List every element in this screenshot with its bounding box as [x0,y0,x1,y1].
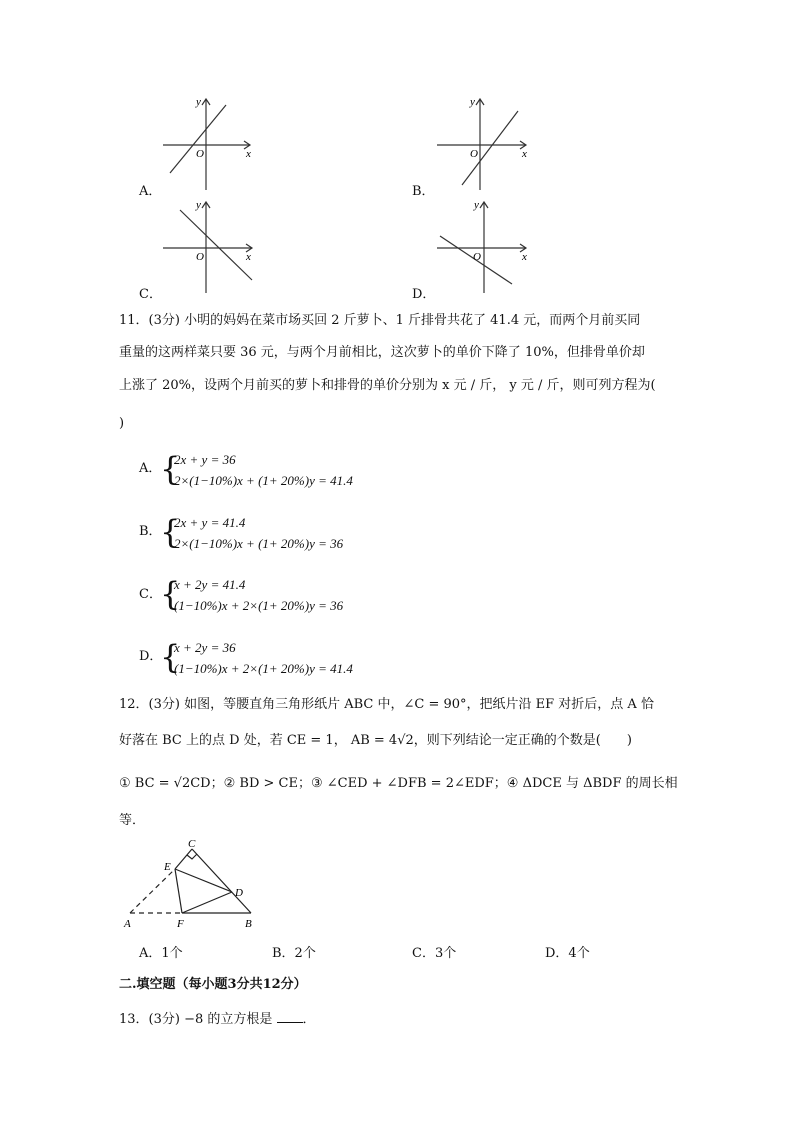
q12-text-line-2: 好落在 BC 上的点 D 处，若 CE = 1， AB = 4√2，则下列结论一定正确的个数是( ) [119,733,632,748]
equation-1: 2x + y = 36 [174,452,236,467]
point-label-b: B [245,918,252,930]
equation-2: 2×(1−10%)x + (1+ 20%)y = 36 [174,536,344,551]
point-label-f: F [177,918,184,930]
equation-2: 2×(1−10%)x + (1+ 20%)y = 41.4 [174,473,353,488]
q11-option-a-system [160,449,400,491]
graph-option-a [158,93,258,193]
q13-tail: ． [302,1012,316,1027]
brace-icon: { [160,513,181,551]
q12-option-c[interactable]: C．3个 [412,946,457,961]
graph-option-d [432,196,532,296]
brace-icon: { [160,638,181,676]
q11-option-c-label[interactable]: C． [139,587,162,602]
q11-option-d-system [160,637,400,679]
q13-prompt: 13．(3分) −8 的立方根是 [119,1012,273,1027]
origin-label: O [196,148,204,160]
axis-label-y: y [470,96,475,108]
option-label-b[interactable]: B． [412,184,435,199]
q11-option-c-system [160,574,400,616]
equation-2: (1−10%)x + 2×(1+ 20%)y = 36 [174,598,344,613]
brace-icon: { [160,575,181,613]
axis-label-x: x [246,148,251,160]
axis-label-x: x [522,148,527,160]
axis-label-y: y [196,96,201,108]
q12-text-line-1: 12．(3分) 如图，等腰直角三角形纸片 ABC 中，∠C = 90°，把纸片沿 EF 对折后，点 A 恰 [119,697,654,712]
option-label-d[interactable]: D． [412,287,436,302]
q11-text-line-2: 重量的这两样菜只要 36 元，与两个月前相比，这次萝卜的单价下降了 10%，但排骨单价却 [119,345,645,360]
segment-ae [130,869,175,913]
equation-1: 2x + y = 41.4 [174,515,246,530]
graph-option-c [158,196,258,296]
q11-option-d-label[interactable]: D． [139,649,163,664]
origin-label: O [470,148,478,160]
q11-option-b-label[interactable]: B． [139,524,162,539]
graph-option-b [432,93,532,193]
segment-ed [175,869,232,892]
brace-icon: { [160,450,181,488]
q12-option-d[interactable]: D．4个 [545,946,590,961]
q12-option-a[interactable]: A．1个 [139,946,183,961]
q11-option-b-system [160,512,400,554]
axis-label-x: x [246,251,251,263]
option-label-a[interactable]: A． [139,184,162,199]
segment-ef [175,869,182,913]
segment-ec [175,849,192,869]
q12-text-line-4: 等． [119,813,146,828]
segment-fd [182,892,232,913]
q11-text-line-1: 11．(3分) 小明的妈妈在菜市场买回 2 斤萝卜、1 斤排骨共花了 41.4 元，而两个月前买同 [119,313,641,328]
right-angle-mark [187,854,197,859]
axis-label-y: y [474,199,479,211]
axis-label-x: x [522,251,527,263]
point-label-c: C [188,838,196,850]
q12-option-b[interactable]: B．2个 [272,946,316,961]
point-label-a: A [124,918,131,930]
q13-text [119,1010,316,1028]
axis-label-y: y [196,199,201,211]
origin-label: O [196,251,204,263]
origin-label: O [473,251,481,263]
q12-text-line-3: ① BC = √2CD；② BD > CE；③ ∠CED + ∠DFB = 2∠EDF；④ ΔDCE 与 ΔBDF 的周长相 [119,776,678,791]
option-label-c[interactable]: C． [139,287,162,302]
segment-cb [192,849,251,913]
q12-triangle-figure [118,838,268,932]
equation-1: x + 2y = 41.4 [174,577,246,592]
q11-option-a-label[interactable]: A． [139,461,162,476]
q11-text-line-3: 上涨了 20%，设两个月前买的萝卜和排骨的单价分别为 x 元 / 斤， y 元 / 斤，则可列方程为( [119,378,656,393]
section-2-title: 二.填空题（每小题3分共12分） [119,977,307,992]
equation-1: x + 2y = 36 [174,640,236,655]
equation-2: (1−10%)x + 2×(1+ 20%)y = 41.4 [174,661,353,676]
point-label-e: E [164,861,171,873]
q11-text-line-4: ) [119,416,125,431]
answer-blank[interactable] [277,1010,303,1023]
point-label-d: D [235,887,243,899]
